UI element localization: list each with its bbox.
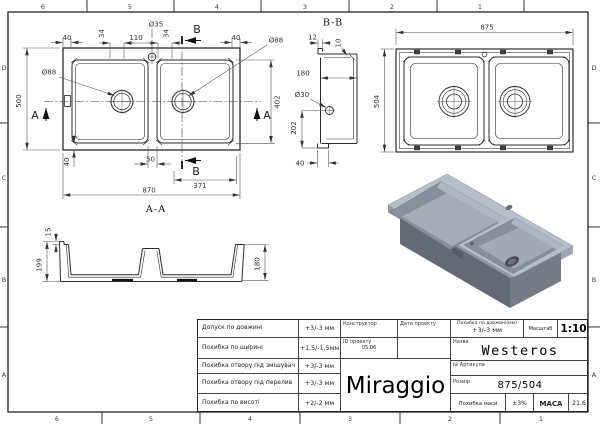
zone-col-bottom: 1 bbox=[538, 415, 544, 423]
date-label: Дата проекту bbox=[398, 320, 451, 338]
centerlines bbox=[41, 29, 261, 169]
zone-col-bottom: 5 bbox=[148, 415, 154, 423]
dim-15: 15 bbox=[44, 227, 53, 237]
tolerance-row-value: +3/-3 мм bbox=[299, 374, 341, 394]
size-label: Розмір bbox=[453, 378, 471, 385]
length-tolerance-label: Похибка по довжині(мм) bbox=[457, 321, 517, 326]
tolerance-row-label: Похибка по ширині bbox=[198, 338, 299, 359]
dim-34-left: 34 bbox=[98, 29, 106, 38]
zone-row-left: A bbox=[1, 371, 7, 379]
bottom-view bbox=[373, 24, 573, 153]
mass-tolerance-label: Похибка маси bbox=[451, 394, 506, 413]
length-tolerance-cell bbox=[451, 320, 524, 338]
dim-88-left: Ø88 bbox=[41, 68, 57, 77]
zone-row-left: B bbox=[1, 276, 7, 284]
cut-label-a: A bbox=[31, 109, 39, 122]
dim-180: 180 bbox=[296, 69, 310, 78]
tolerance-row-label: Похибка по висоті bbox=[198, 394, 299, 413]
zone-row-right: B bbox=[591, 276, 597, 284]
overflow-hole bbox=[470, 242, 474, 246]
sink-3d-render bbox=[388, 174, 573, 308]
tolerance-row-label: Допуск по довжині bbox=[198, 320, 299, 338]
zone-col-top: 3 bbox=[302, 3, 308, 11]
dim-34-right: 34 bbox=[162, 29, 171, 38]
dim-500: 500 bbox=[15, 94, 23, 108]
dim-30: Ø30 bbox=[294, 91, 310, 99]
zone-col-top: 2 bbox=[389, 3, 395, 11]
dim-870: 870 bbox=[142, 186, 156, 195]
zone-col-top: 4 bbox=[214, 3, 220, 11]
dim-40-left: 40 bbox=[62, 34, 72, 42]
zone-col-top: 5 bbox=[127, 3, 133, 11]
zone-row-right: A bbox=[591, 371, 597, 379]
section-aa-title: А-А bbox=[145, 204, 167, 215]
tolerance-row-value: +3/-3 мм bbox=[299, 320, 341, 338]
constructor-label: Конструктор bbox=[341, 320, 398, 338]
cut-label-b: B bbox=[192, 165, 200, 178]
dim-110: 110 bbox=[129, 34, 143, 42]
project-id-label: ID проекту bbox=[343, 338, 372, 345]
dim-40: 40 bbox=[295, 159, 305, 168]
zone-row-right: D bbox=[591, 64, 597, 72]
zone-col-bottom: 2 bbox=[447, 415, 453, 423]
dim-180: 180 bbox=[253, 257, 262, 271]
dim-371: 371 bbox=[193, 182, 207, 190]
article-label: № Артикула bbox=[451, 361, 589, 376]
dimension-texts bbox=[15, 21, 283, 195]
plan-view bbox=[15, 21, 283, 200]
dim-12: 12 bbox=[308, 33, 317, 42]
dim-35: Ø35 bbox=[148, 20, 164, 29]
section-bb-title: B-B bbox=[322, 17, 344, 29]
zone-col-top: 6 bbox=[40, 3, 46, 11]
tolerance-row-label: Похибка отвору під змішувач bbox=[198, 359, 299, 374]
dim-875: 875 bbox=[480, 23, 494, 32]
cut-label-a: A bbox=[263, 109, 271, 122]
mass-label: МАСА bbox=[534, 394, 569, 413]
name-label: Назва bbox=[453, 338, 469, 345]
section-bb bbox=[290, 18, 357, 168]
size-value: 875/504 bbox=[497, 380, 543, 391]
product-name: Westeros bbox=[481, 343, 559, 359]
scale-value: 1:10 bbox=[558, 320, 589, 338]
dim-40-right: 40 bbox=[231, 34, 241, 42]
mass-tolerance-value: ±3% bbox=[506, 394, 534, 413]
tolerance-row-value: +2/-2 мм bbox=[299, 394, 341, 413]
cut-label-b: B bbox=[193, 23, 201, 36]
zone-row-left: C bbox=[1, 174, 7, 182]
dim-40-bottom: 40 bbox=[63, 157, 71, 167]
crosshairs bbox=[109, 53, 196, 115]
scale-label: Масштаб bbox=[524, 320, 558, 338]
dim-10: 10 bbox=[334, 38, 343, 48]
dim-50: 50 bbox=[146, 155, 155, 164]
size-cell bbox=[451, 376, 589, 394]
tolerance-row-label: Похибка отвору під перелив bbox=[198, 374, 299, 394]
tolerance-row-value: +3/-3 мм bbox=[299, 359, 341, 374]
zone-col-bottom: 4 bbox=[247, 415, 253, 423]
project-id-value: 05.06 bbox=[361, 345, 377, 351]
name-cell bbox=[451, 338, 589, 361]
title-block bbox=[197, 319, 588, 412]
length-tolerance-value: +3/-3 мм bbox=[471, 326, 503, 334]
zone-row-left: D bbox=[1, 64, 7, 72]
brand-cell bbox=[341, 359, 451, 413]
dim-199: 199 bbox=[35, 258, 44, 272]
section-aa bbox=[36, 204, 269, 282]
tolerance-row-value: +1,5/-1,5мм bbox=[299, 338, 341, 359]
zone-col-bottom: 6 bbox=[54, 415, 60, 423]
dim-88-right: Ø88 bbox=[268, 36, 284, 45]
dim-202: 202 bbox=[290, 121, 298, 135]
dimension-lines bbox=[23, 39, 275, 200]
zone-row-right: C bbox=[591, 174, 597, 182]
dim-504: 504 bbox=[373, 94, 381, 109]
empty-cell bbox=[398, 338, 451, 359]
dim-402: 402 bbox=[273, 95, 282, 109]
mass-value: 21.6 bbox=[571, 400, 587, 407]
brand-logo: Miraggio bbox=[345, 373, 446, 399]
zone-col-top: 1 bbox=[477, 3, 483, 11]
zone-col-bottom: 3 bbox=[347, 415, 353, 423]
project-id-cell bbox=[341, 338, 398, 359]
